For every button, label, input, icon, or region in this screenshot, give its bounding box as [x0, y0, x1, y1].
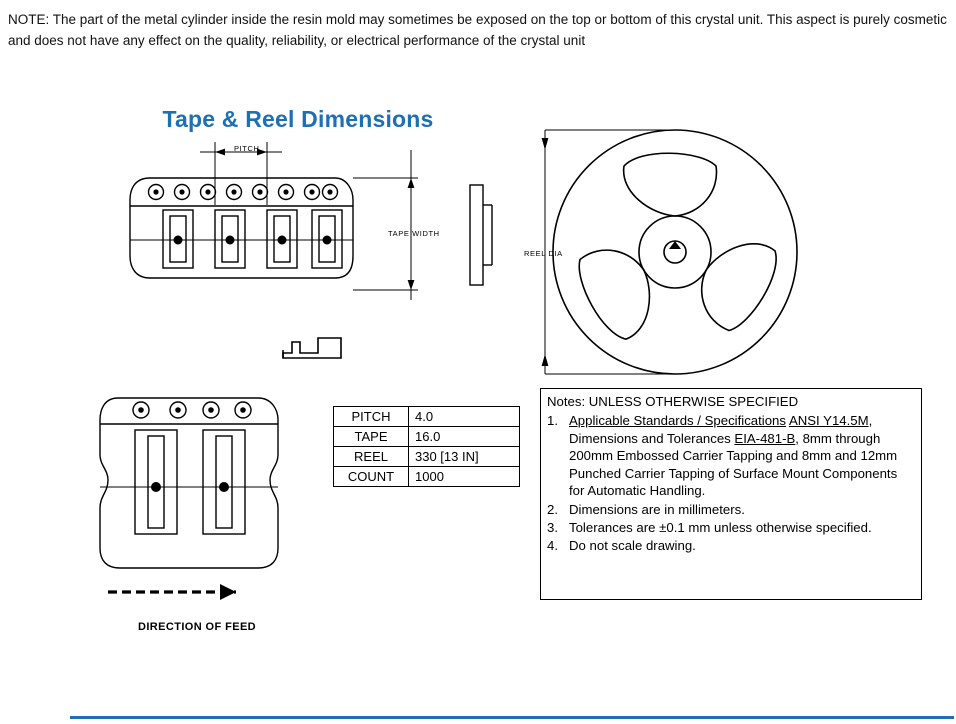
- spec-value: 1000: [409, 467, 520, 487]
- section-title-text: Tape & Reel Dimensions: [162, 106, 434, 132]
- reel-front-view: [553, 130, 797, 374]
- embossed-cross-section: [283, 338, 341, 358]
- note-text: Do not scale drawing.: [569, 538, 696, 554]
- table-row: [334, 447, 520, 467]
- sprocket-holes: [149, 185, 338, 200]
- spec-value: 330 [13 IN]: [409, 447, 520, 467]
- carrier-tape-top-view: [130, 178, 353, 278]
- table-row: [334, 427, 520, 447]
- note-number: 4.: [547, 538, 558, 554]
- notes-list: [547, 412, 915, 554]
- spec-label: TAPE: [334, 427, 409, 447]
- note-text: Tolerances are ±0.1 mm unless otherwise specified.: [569, 519, 872, 535]
- spec-label: COUNT: [334, 467, 409, 487]
- note-number: 1.: [547, 413, 558, 429]
- spec-label: REEL: [334, 447, 409, 467]
- tape-reel-spec-table: [333, 406, 520, 487]
- spec-value: 4.0: [409, 407, 520, 427]
- pitch-label: PITCH: [234, 144, 260, 153]
- tape-width-label: TAPE WIDTH: [388, 229, 440, 238]
- tape-side-profile: [470, 185, 492, 285]
- table-row: [334, 407, 520, 427]
- spec-table-body: [334, 407, 520, 487]
- notes-heading: Notes: UNLESS OTHERWISE SPECIFIED: [547, 394, 799, 409]
- tape-feed-detail-view: [100, 398, 278, 568]
- tape-width-dimension: [353, 150, 418, 300]
- note-text: Applicable Standards / Specifications ANSI Y14.5M, Dimensions and Tolerances EIA-481-B, 8mm through 200mm Embossed Carrier Tapping and 8mm and 12mm Punched Carrier Tapping of Surface Mount Components for Automatic Handling.: [569, 413, 898, 499]
- reel-dia-label: REEL DIA: [524, 249, 563, 258]
- list-item: [547, 537, 915, 554]
- cosmetic-note: NOTE: The part of the metal cylinder inside the resin mold may sometimes be exposed on the top or bottom of this crystal unit. This aspect is purely cosmetic and does not have any effect on the quality, reliability, or electrical performance of the crystal unit: [8, 12, 947, 48]
- footer-rule: [70, 716, 954, 719]
- note-number: 2.: [547, 501, 558, 517]
- list-item: [547, 519, 915, 536]
- direction-of-feed-arrow: [108, 584, 236, 600]
- note-text: Dimensions are in millimeters.: [569, 501, 745, 517]
- direction-of-feed-label: DIRECTION OF FEED: [138, 621, 257, 633]
- list-item: [547, 501, 915, 518]
- note-number: 3.: [547, 519, 558, 535]
- spec-value: 16.0: [409, 427, 520, 447]
- component-pockets: [163, 210, 342, 268]
- notes-box: [540, 388, 922, 600]
- table-row: [334, 467, 520, 487]
- list-item: [547, 412, 915, 499]
- spec-label: PITCH: [334, 407, 409, 427]
